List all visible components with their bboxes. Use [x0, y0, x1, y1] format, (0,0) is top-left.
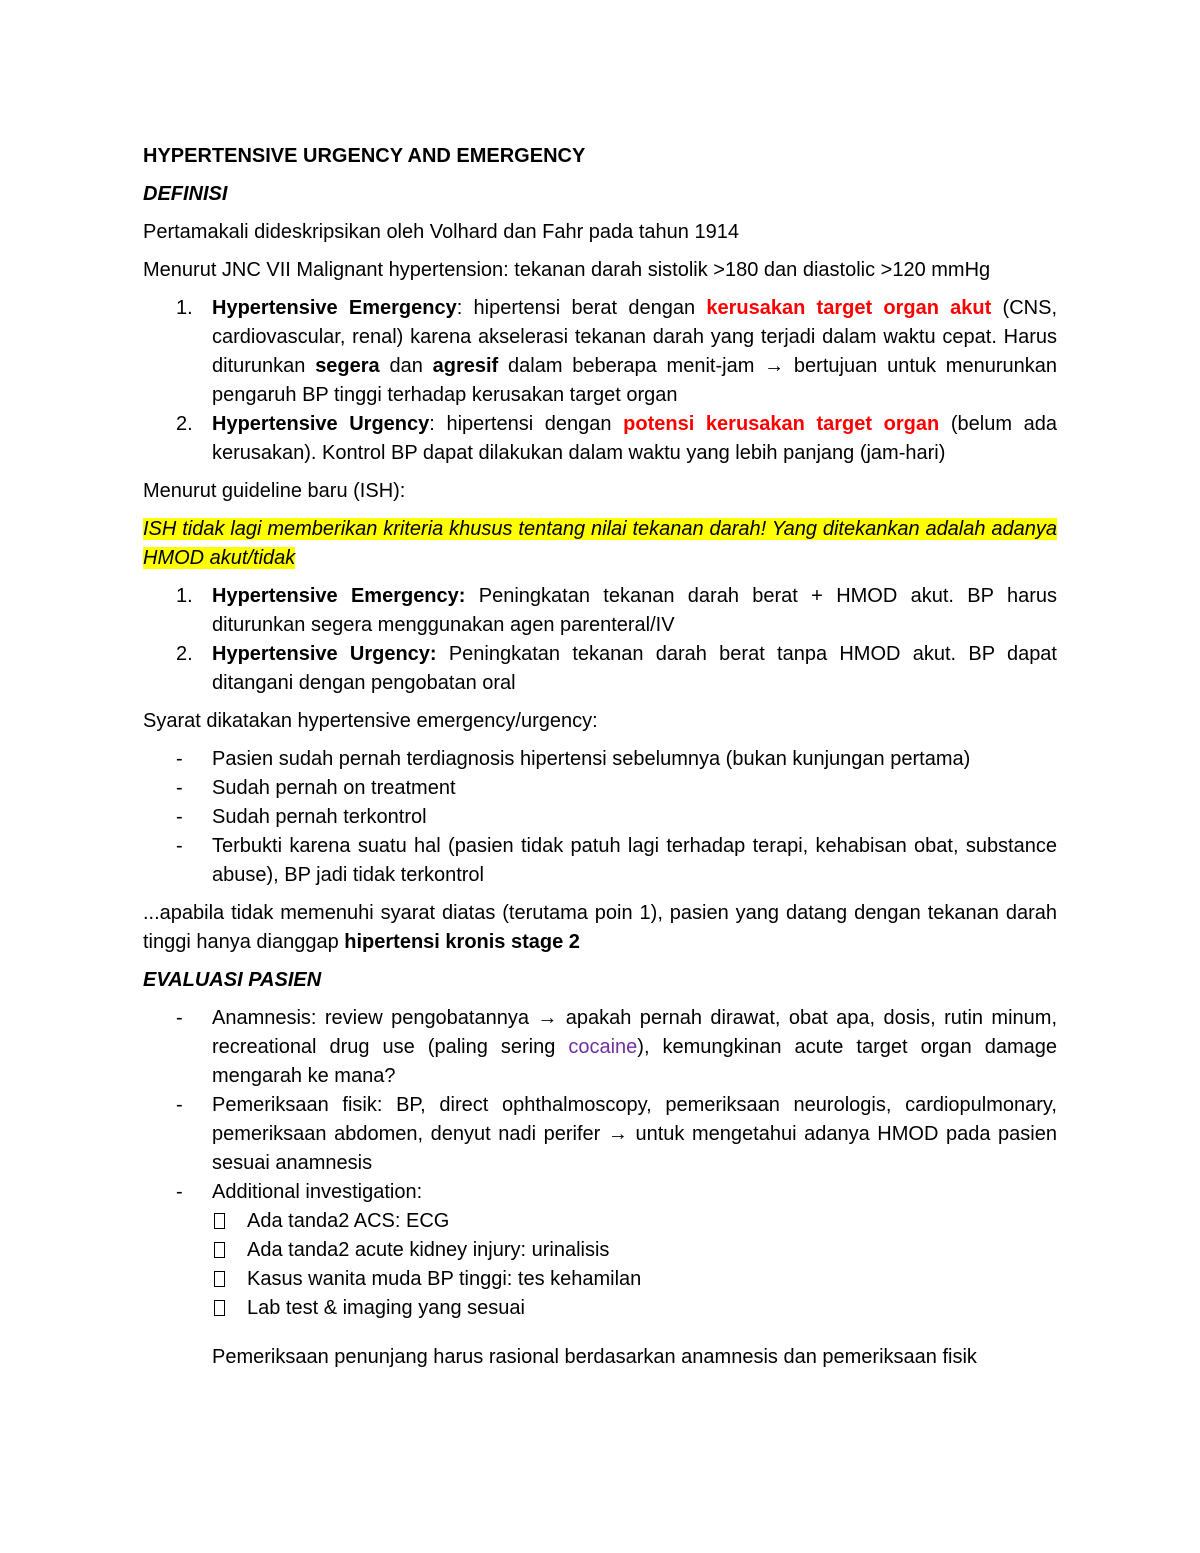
list-text: Ada tanda2 ACS: ECG — [247, 1210, 450, 1232]
list-item — [143, 1207, 1057, 1236]
evaluasi-list — [143, 1004, 1057, 1207]
list-text: ), kemungkinan acute target organ damage mengarah ke mana? — [212, 1036, 1058, 1087]
list-text: (belum ada kerusakan). Kontrol BP dapat dilakukan dalam waktu yang lebih panjang (jam-hari) — [212, 413, 1058, 464]
emphasis-bold: hipertensi kronis stage 2 — [344, 931, 580, 953]
list-text: Sudah pernah terkontrol — [212, 806, 427, 828]
list-item — [143, 582, 1057, 640]
dash-bullet: - — [176, 835, 183, 857]
section-heading-definisi: DEFINISI — [143, 183, 228, 205]
list-item — [143, 1178, 1057, 1207]
term-label: Hypertensive Emergency: — [212, 585, 466, 607]
list-item — [143, 1004, 1057, 1091]
list-text: dan — [379, 355, 433, 377]
section-heading-evaluasi: EVALUASI PASIEN — [143, 969, 322, 991]
dash-bullet: - — [176, 748, 183, 770]
emphasis-red: kerusakan target organ akut — [706, 297, 992, 319]
dash-bullet: - — [176, 777, 183, 799]
list-text: Additional investigation: — [212, 1181, 423, 1203]
highlighted-text: ISH tidak lagi memberikan kriteria khusus tentang nilai tekanan darah! Yang ditekankan adalah adanya HMOD akut/tidak — [143, 518, 1057, 569]
list-text: Ada tanda2 acute kidney injury: urinalisis — [247, 1239, 610, 1261]
list-text: dalam beberapa menit-jam → bertujuan untuk menurunkan pengaruh BP tinggi terhadap kerusakan target organ — [212, 355, 1057, 406]
ish-definition-list — [143, 582, 1057, 698]
list-item — [143, 774, 1057, 803]
list-text: Peningkatan tekanan darah berat tanpa HMOD akut. BP dapat ditangani dengan pengobatan oral — [212, 643, 1057, 694]
list-text: Peningkatan tekanan darah berat + HMOD akut. BP harus diturunkan segera menggunakan agen parenteral/IV — [212, 585, 1057, 636]
dash-bullet: - — [176, 1181, 183, 1203]
list-item — [143, 832, 1057, 890]
list-item — [143, 1265, 1057, 1294]
list-text: Pasien sudah pernah terdiagnosis hipertensi sebelumnya (bukan kunjungan pertama) — [212, 748, 971, 770]
emphasis-purple: cocaine — [568, 1036, 638, 1058]
dash-bullet: - — [176, 1094, 183, 1116]
list-text: Lab test & imaging yang sesuai — [247, 1297, 525, 1319]
jnc-definition-list — [143, 294, 1057, 468]
list-text: : hipertensi berat dengan — [456, 297, 707, 319]
square-bullet-icon — [214, 1300, 225, 1316]
list-item — [143, 803, 1057, 832]
list-item — [143, 410, 1057, 468]
document-page — [143, 142, 1057, 1381]
list-text: : hipertensi dengan — [429, 413, 624, 435]
syarat-list — [143, 745, 1057, 890]
term-label: Hypertensive Urgency — [212, 413, 430, 435]
list-item — [143, 1236, 1057, 1265]
emphasis-bold: segera — [315, 355, 380, 377]
list-text: Kasus wanita muda BP tinggi: tes kehamilan — [247, 1268, 642, 1290]
dash-bullet: - — [176, 1007, 183, 1029]
document-title: HYPERTENSIVE URGENCY AND EMERGENCY — [143, 145, 586, 167]
list-text: Pemeriksaan fisik: BP, direct ophthalmoscopy, pemeriksaan neurologis, cardiopulmonary, pemeriksaan abdomen, denyut nadi perifer → untuk mengetahui adanya HMOD pada pasien sesuai anamnesis — [212, 1094, 1057, 1174]
square-bullet-icon — [214, 1271, 225, 1287]
list-text: Anamnesis: review pengobatannya → apakah pernah dirawat, obat apa, dosis, rutin minum, recreational drug use (paling sering — [212, 1007, 1057, 1058]
emphasis-bold: agresif — [432, 355, 499, 377]
ish-intro: Menurut guideline baru (ISH): — [143, 480, 406, 502]
list-text: Terbukti karena suatu hal (pasien tidak patuh lagi terhadap terapi, kehabisan obat, substance abuse), BP jadi tidak terkontrol — [212, 835, 1057, 886]
list-text: (CNS, cardiovascular, renal) karena akselerasi tekanan darah yang terjadi dalam waktu cepat. Harus diturunkan — [212, 297, 1057, 377]
definisi-paragraph-history: Pertamakali dideskripsikan oleh Volhard dan Fahr pada tahun 1914 — [143, 221, 739, 243]
term-label: Hypertensive Emergency — [212, 297, 457, 319]
emphasis-red: potensi kerusakan target organ — [623, 413, 940, 435]
dash-bullet: - — [176, 806, 183, 828]
investigation-sublist — [143, 1207, 1057, 1323]
list-item — [143, 1091, 1057, 1178]
list-text: Sudah pernah on treatment — [212, 777, 456, 799]
conclusion-paragraph — [143, 899, 1057, 957]
list-item — [143, 1294, 1057, 1323]
term-label: Hypertensive Urgency: — [212, 643, 437, 665]
square-bullet-icon — [214, 1242, 225, 1258]
closing-paragraph: Pemeriksaan penunjang harus rasional berdasarkan anamnesis dan pemeriksaan fisik — [212, 1346, 977, 1368]
list-item — [143, 294, 1057, 410]
list-item — [143, 640, 1057, 698]
conclusion-text: ...apabila tidak memenuhi syarat diatas (terutama poin 1), pasien yang datang dengan tekanan darah tinggi hanya dianggap — [143, 902, 1057, 953]
ish-highlight-paragraph — [143, 515, 1057, 573]
definisi-paragraph-jnc: Menurut JNC VII Malignant hypertension: tekanan darah sistolik >180 dan diastolic >120 mmHg — [143, 259, 991, 281]
square-bullet-icon — [214, 1213, 225, 1229]
list-number: 2. — [176, 413, 193, 435]
list-item — [143, 745, 1057, 774]
list-number: 1. — [176, 297, 193, 319]
syarat-intro: Syarat dikatakan hypertensive emergency/urgency: — [143, 710, 598, 732]
list-number: 1. — [176, 585, 193, 607]
list-number: 2. — [176, 643, 193, 665]
